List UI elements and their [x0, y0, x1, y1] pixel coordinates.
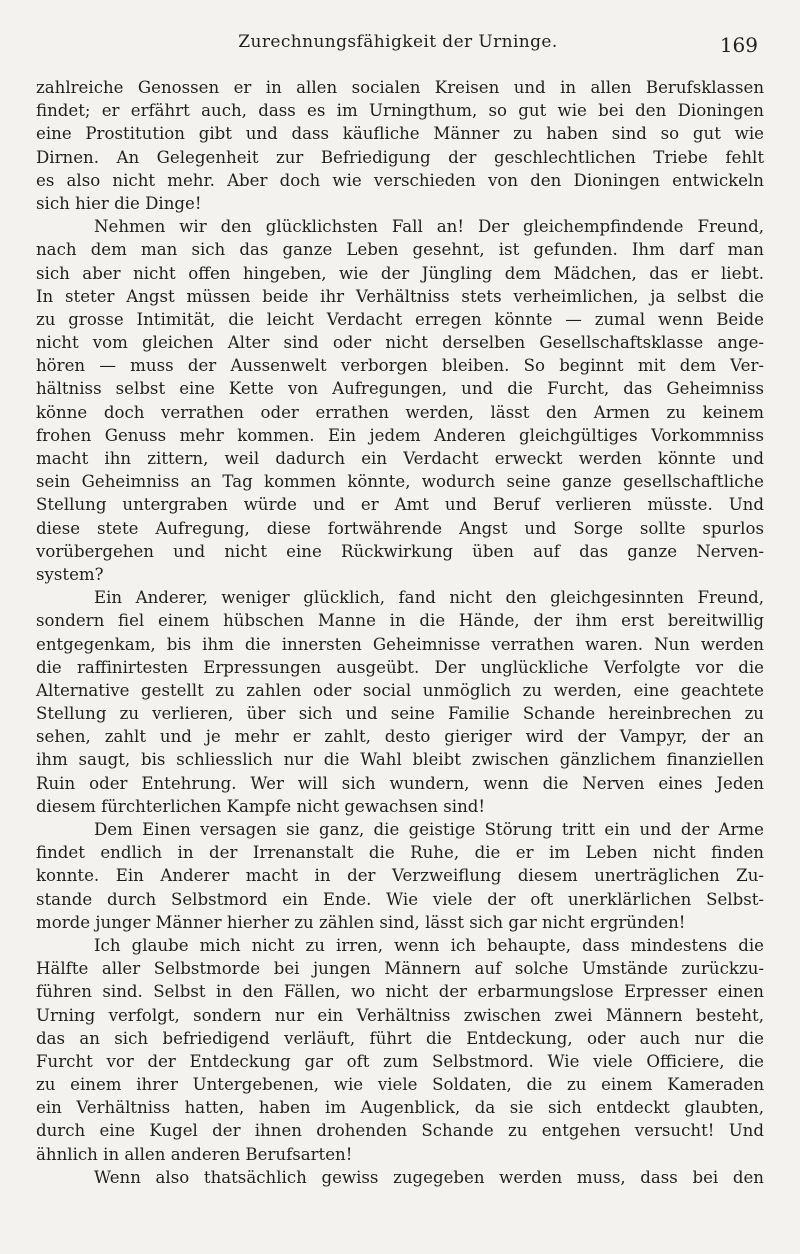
text-line: eine Prostitution gibt und dass käufliche Männer zu haben sind so gut wie	[36, 124, 764, 144]
text-line: das an sich befriedigend verläuft, führt die Entdeckung, oder auch nur die	[36, 1028, 764, 1048]
page-number: 169	[719, 33, 758, 57]
text-line: Urning verfolgt, sondern nur ein Verhältniss zwischen zwei Männern besteht,	[36, 1005, 764, 1025]
text-line: Ich glaube mich nicht zu irren, wenn ich behaupte, dass mindestens die	[94, 935, 764, 955]
text-line: hören — muss der Aussenwelt verborgen bleiben. So beginnt mit dem Ver-	[36, 356, 764, 376]
text-line: sich hier die Dinge!	[36, 193, 202, 213]
text-line: Stellung zu verlieren, über sich und seine Familie Schande hereinbrechen zu	[36, 704, 764, 724]
text-line: könne doch verrathen oder errathen werden, lässt den Armen zu keinem	[36, 402, 764, 422]
text-line: hältniss selbst eine Kette von Aufregungen, und die Furcht, das Geheimniss	[36, 379, 764, 399]
text-line: Wenn also thatsächlich gewiss zugegeben werden muss, dass bei den	[94, 1167, 764, 1187]
text-line: Nehmen wir den glücklichsten Fall an! Der gleichempfindende Freund,	[94, 217, 764, 237]
text-line: ähnlich in allen anderen Berufsarten!	[36, 1144, 353, 1164]
body-text	[36, 76, 764, 1189]
text-line: die raffinirtesten Erpressungen ausgeübt. Der unglückliche Verfolgte vor die	[36, 657, 764, 677]
text-line: morde junger Männer hierher zu zählen sind, lässt sich gar nicht ergründen!	[36, 912, 686, 932]
running-head	[36, 30, 760, 60]
text-line: entgegenkam, bis ihm die innersten Geheimnisse verrathen waren. Nun werden	[36, 634, 764, 654]
text-line: Ruin oder Entehrung. Wer will sich wundern, wenn die Nerven eines Jeden	[36, 773, 764, 793]
text-line: zu einem ihrer Untergebenen, wie viele Soldaten, die zu einem Kameraden	[36, 1075, 764, 1095]
text-line: macht ihn zittern, weil dadurch ein Verdacht erweckt werden könnte und	[36, 449, 764, 468]
running-title: Zurechnungsfähigkeit der Urninge.	[238, 32, 558, 52]
text-line: frohen Genuss mehr kommen. Ein jedem Anderen gleichgültiges Vorkommniss	[36, 425, 764, 445]
text-line: findet endlich in der Irrenanstalt die Ruhe, die er im Leben nicht finden	[36, 843, 764, 863]
text-line: sondern fiel einem hübschen Manne in die Hände, der ihm erst bereitwillig	[36, 611, 764, 631]
text-line: nicht vom gleichen Alter sind oder nicht derselben Gesellschaftsklasse ange-	[36, 333, 764, 353]
text-line: Hälfte aller Selbstmorde bei jungen Männern auf solche Umstände zurückzu-	[36, 959, 764, 979]
text-line: Dirnen. An Gelegenheit zur Befriedigung der geschlechtlichen Triebe fehlt	[36, 147, 764, 167]
text-line: sich aber nicht offen hingeben, wie der Jüngling dem Mädchen, das er liebt.	[36, 263, 764, 283]
text-line: Ein Anderer, weniger glücklich, fand nicht den gleichgesinnten Freund,	[94, 588, 764, 608]
text-line: Furcht vor der Entdeckung gar oft zum Selbstmord. Wie viele Officiere, die	[36, 1051, 764, 1071]
text-line: In steter Angst müssen beide ihr Verhältniss stets verheimlichen, ja selbst die	[36, 286, 764, 306]
text-line: diesem fürchterlichen Kampfe nicht gewachsen sind!	[36, 796, 486, 816]
text-line: diese stete Aufregung, diese fortwährende Angst und Sorge sollte spurlos	[36, 518, 764, 538]
text-line: system?	[36, 564, 104, 584]
text-line: es also nicht mehr. Aber doch wie verschieden von den Dioningen entwickeln	[36, 170, 764, 190]
text-line: vorübergehen und nicht eine Rückwirkung üben auf das ganze Nerven-	[36, 541, 764, 561]
text-line: findet; er erfährt auch, dass es im Urningthum, so gut wie bei den Dioningen	[36, 101, 764, 121]
text-line: Dem Einen versagen sie ganz, die geistige Störung tritt ein und der Arme	[94, 820, 764, 839]
text-line: Stellung untergraben würde und er Amt und Beruf verlieren müsste. Und	[36, 495, 764, 515]
text-line: nach dem man sich das ganze Leben gesehnt, ist gefunden. Ihm darf man	[36, 240, 764, 260]
text-line: führen sind. Selbst in den Fällen, wo nicht der erbarmungslose Erpresser einen	[36, 982, 764, 1002]
text-line: stande durch Selbstmord ein Ende. Wie viele der oft unerklärlichen Selbst-	[36, 889, 764, 909]
text-line: konnte. Ein Anderer macht in der Verzweiflung diesem unerträglichen Zu-	[36, 866, 764, 886]
text-line: ihm saugt, bis schliesslich nur die Wahl bleibt zwischen gänzlichem finanziellen	[36, 750, 764, 770]
text-line: sehen, zahlt und je mehr er zahlt, desto gieriger wird der Vampyr, der an	[36, 727, 764, 747]
text-line: sein Geheimniss an Tag kommen könnte, wodurch seine ganze gesellschaftliche	[36, 472, 764, 492]
text-line: Alternative gestellt zu zahlen oder social unmöglich zu werden, eine geachtete	[36, 680, 764, 700]
text-line: ein Verhältniss hatten, haben im Augenblick, da sie sich entdeckt glaubten,	[36, 1098, 764, 1118]
text-line: zahlreiche Genossen er in allen socialen Kreisen und in allen Berufsklassen	[36, 78, 764, 97]
text-line: zu grosse Intimität, die leicht Verdacht erregen könnte — zumal wenn Beide	[36, 309, 764, 329]
text-line: durch eine Kugel der ihnen drohenden Schande zu entgehen versucht! Und	[36, 1121, 764, 1141]
